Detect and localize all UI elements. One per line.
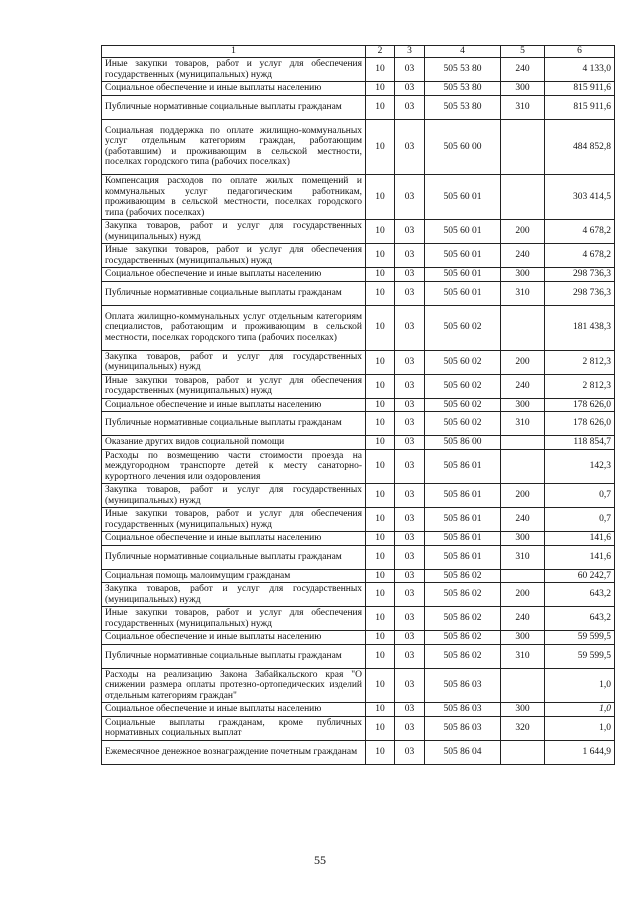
table-row: [102, 398, 615, 412]
target-article-code: 505 86 02: [425, 607, 501, 631]
section-code: 10: [366, 436, 395, 450]
amount: 59 599,5: [545, 644, 615, 668]
table-row: [102, 740, 615, 764]
section-code: 10: [366, 95, 395, 119]
target-article-code: 505 60 02: [425, 412, 501, 436]
expense-type-code: 300: [501, 268, 545, 282]
amount: 1,0: [545, 668, 615, 703]
section-code: 10: [366, 484, 395, 508]
subsection-code: 03: [395, 583, 425, 607]
subsection-code: 03: [395, 220, 425, 244]
section-code: 10: [366, 374, 395, 398]
subsection-code: 03: [395, 268, 425, 282]
item-name: Компенсация расходов по оплате жилых помещений и коммунальных услуг педагогическим работникам, проживающим в сельской местности, поселках городского типа (рабочих поселках): [102, 175, 366, 220]
target-article-code: 505 60 01: [425, 281, 501, 305]
expense-type-code: 300: [501, 82, 545, 96]
subsection-code: 03: [395, 82, 425, 96]
section-code: 10: [366, 703, 395, 717]
section-code: 10: [366, 740, 395, 764]
subsection-code: 03: [395, 95, 425, 119]
table-row: [102, 268, 615, 282]
target-article-code: 505 86 02: [425, 644, 501, 668]
header-col-6: 6: [545, 46, 615, 58]
subsection-code: 03: [395, 281, 425, 305]
table-row: [102, 374, 615, 398]
section-code: 10: [366, 281, 395, 305]
subsection-code: 03: [395, 607, 425, 631]
table-row: [102, 583, 615, 607]
subsection-code: 03: [395, 244, 425, 268]
expense-type-code: 310: [501, 281, 545, 305]
page-number: 55: [314, 853, 326, 867]
table-row: [102, 545, 615, 569]
subsection-code: 03: [395, 545, 425, 569]
expense-type-code: 310: [501, 545, 545, 569]
target-article-code: 505 86 00: [425, 436, 501, 450]
amount: 4 678,2: [545, 244, 615, 268]
amount: 59 599,5: [545, 631, 615, 645]
amount: 484 852,8: [545, 119, 615, 175]
item-name: Закупка товаров, работ и услуг для государственных (муниципальных) нужд: [102, 484, 366, 508]
item-name: Социальное обеспечение и иные выплаты населению: [102, 268, 366, 282]
item-name: Оплата жилищно-коммунальных услуг отдельным категориям специалистов, работающим и проживающим в сельской местности, поселках городского типа (рабочих поселках): [102, 305, 366, 350]
section-code: 10: [366, 412, 395, 436]
expense-type-code: 240: [501, 508, 545, 532]
amount: 303 414,5: [545, 175, 615, 220]
item-name: Социальная поддержка по оплате жилищно-коммунальных услуг отдельным категориям граждан, работающим (работавшим) и проживающим в сельской местности, поселках городского типа (рабочих поселках): [102, 119, 366, 175]
table-row: [102, 281, 615, 305]
section-code: 10: [366, 350, 395, 374]
section-code: 10: [366, 508, 395, 532]
section-code: 10: [366, 244, 395, 268]
target-article-code: 505 60 01: [425, 268, 501, 282]
item-name: Закупка товаров, работ и услуг для государственных (муниципальных) нужд: [102, 220, 366, 244]
expense-type-code: 200: [501, 484, 545, 508]
subsection-code: 03: [395, 436, 425, 450]
target-article-code: 505 60 02: [425, 350, 501, 374]
target-article-code: 505 60 02: [425, 398, 501, 412]
amount: 141,6: [545, 545, 615, 569]
table-row: [102, 175, 615, 220]
table-row: [102, 569, 615, 583]
item-name: Публичные нормативные социальные выплаты гражданам: [102, 545, 366, 569]
subsection-code: 03: [395, 644, 425, 668]
table-row: [102, 607, 615, 631]
amount: 4 678,2: [545, 220, 615, 244]
target-article-code: 505 60 01: [425, 220, 501, 244]
header-col-4: 4: [425, 46, 501, 58]
target-article-code: 505 86 02: [425, 583, 501, 607]
subsection-code: 03: [395, 374, 425, 398]
item-name: Социальное обеспечение и иные выплаты населению: [102, 398, 366, 412]
header-col-5: 5: [501, 46, 545, 58]
expense-type-code: [501, 449, 545, 484]
section-code: 10: [366, 119, 395, 175]
section-code: 10: [366, 545, 395, 569]
expense-type-code: 300: [501, 631, 545, 645]
amount: 0,7: [545, 484, 615, 508]
section-code: 10: [366, 716, 395, 740]
subsection-code: 03: [395, 350, 425, 374]
subsection-code: 03: [395, 740, 425, 764]
header-col-3: 3: [395, 46, 425, 58]
item-name: Оказание других видов социальной помощи: [102, 436, 366, 450]
subsection-code: 03: [395, 668, 425, 703]
expense-type-code: 200: [501, 350, 545, 374]
section-code: 10: [366, 644, 395, 668]
expense-type-code: 240: [501, 58, 545, 82]
expense-type-code: [501, 305, 545, 350]
item-name: Иные закупки товаров, работ и услуг для обеспечения государственных (муниципальных) нужд: [102, 244, 366, 268]
expense-type-code: 200: [501, 220, 545, 244]
section-code: 10: [366, 532, 395, 546]
amount: 60 242,7: [545, 569, 615, 583]
subsection-code: 03: [395, 631, 425, 645]
item-name: Иные закупки товаров, работ и услуг для обеспечения государственных (муниципальных) нужд: [102, 374, 366, 398]
subsection-code: 03: [395, 703, 425, 717]
subsection-code: 03: [395, 484, 425, 508]
expense-type-code: [501, 668, 545, 703]
table-row: [102, 244, 615, 268]
expense-type-code: 240: [501, 244, 545, 268]
target-article-code: 505 86 03: [425, 703, 501, 717]
table-row: [102, 449, 615, 484]
subsection-code: 03: [395, 569, 425, 583]
amount: 815 911,6: [545, 82, 615, 96]
expense-type-code: 200: [501, 583, 545, 607]
amount: 298 736,3: [545, 268, 615, 282]
target-article-code: 505 60 01: [425, 244, 501, 268]
expense-type-code: [501, 569, 545, 583]
item-name: Социальное обеспечение и иные выплаты населению: [102, 532, 366, 546]
item-name: Социальные выплаты гражданам, кроме публичных нормативных социальных выплат: [102, 716, 366, 740]
subsection-code: 03: [395, 508, 425, 532]
expense-type-code: 240: [501, 607, 545, 631]
expense-type-code: [501, 119, 545, 175]
section-code: 10: [366, 82, 395, 96]
subsection-code: 03: [395, 716, 425, 740]
subsection-code: 03: [395, 175, 425, 220]
target-article-code: 505 86 01: [425, 545, 501, 569]
subsection-code: 03: [395, 449, 425, 484]
target-article-code: 505 86 03: [425, 716, 501, 740]
item-name: Ежемесячное денежное вознаграждение почетным гражданам: [102, 740, 366, 764]
amount: 1 644,9: [545, 740, 615, 764]
item-name: Закупка товаров, работ и услуг для государственных (муниципальных) нужд: [102, 350, 366, 374]
amount: 142,3: [545, 449, 615, 484]
item-name: Иные закупки товаров, работ и услуг для обеспечения государственных (муниципальных) нужд: [102, 508, 366, 532]
item-name: Социальное обеспечение и иные выплаты населению: [102, 703, 366, 717]
section-code: 10: [366, 607, 395, 631]
section-code: 10: [366, 305, 395, 350]
table-row: [102, 484, 615, 508]
target-article-code: 505 60 00: [425, 119, 501, 175]
item-name: Иные закупки товаров, работ и услуг для обеспечения государственных (муниципальных) нужд: [102, 607, 366, 631]
item-name: Социальная помощь малоимущим гражданам: [102, 569, 366, 583]
amount: 118 854,7: [545, 436, 615, 450]
amount: 1,0: [545, 703, 615, 717]
amount: 2 812,3: [545, 374, 615, 398]
table-row: [102, 220, 615, 244]
section-code: 10: [366, 58, 395, 82]
expense-type-code: 320: [501, 716, 545, 740]
amount: 178 626,0: [545, 398, 615, 412]
expense-type-code: 310: [501, 644, 545, 668]
target-article-code: 505 86 01: [425, 449, 501, 484]
amount: 643,2: [545, 607, 615, 631]
header-col-2: 2: [366, 46, 395, 58]
table-row: [102, 508, 615, 532]
section-code: 10: [366, 220, 395, 244]
expense-type-code: 300: [501, 398, 545, 412]
subsection-code: 03: [395, 119, 425, 175]
item-name: Публичные нормативные социальные выплаты гражданам: [102, 644, 366, 668]
table-row: [102, 631, 615, 645]
expense-type-code: 310: [501, 412, 545, 436]
amount: 181 438,3: [545, 305, 615, 350]
item-name: Расходы по возмещению части стоимости проезда на междугородном транспорте детей к месту санаторно-курортного лечения или оздоровления: [102, 449, 366, 484]
target-article-code: 505 60 02: [425, 374, 501, 398]
expense-type-code: 300: [501, 703, 545, 717]
section-code: 10: [366, 268, 395, 282]
amount: 0,7: [545, 508, 615, 532]
table-row: [102, 82, 615, 96]
amount: 141,6: [545, 532, 615, 546]
table-row: [102, 668, 615, 703]
target-article-code: 505 53 80: [425, 82, 501, 96]
target-article-code: 505 86 01: [425, 484, 501, 508]
section-code: 10: [366, 569, 395, 583]
expense-type-code: [501, 740, 545, 764]
target-article-code: 505 86 02: [425, 631, 501, 645]
item-name: Иные закупки товаров, работ и услуг для обеспечения государственных (муниципальных) нужд: [102, 58, 366, 82]
table-row: [102, 412, 615, 436]
section-code: 10: [366, 583, 395, 607]
target-article-code: 505 86 01: [425, 532, 501, 546]
item-name: Расходы на реализацию Закона Забайкальского края "О снижении размера оплаты протезно-ортопедических изделий отдельным категориям граждан": [102, 668, 366, 703]
target-article-code: 505 86 02: [425, 569, 501, 583]
item-name: Публичные нормативные социальные выплаты гражданам: [102, 95, 366, 119]
expense-type-code: 310: [501, 95, 545, 119]
amount: 298 736,3: [545, 281, 615, 305]
amount: 1,0: [545, 716, 615, 740]
table-row: [102, 716, 615, 740]
expense-type-code: [501, 175, 545, 220]
amount: 4 133,0: [545, 58, 615, 82]
table-row: [102, 95, 615, 119]
section-code: 10: [366, 668, 395, 703]
amount: 178 626,0: [545, 412, 615, 436]
target-article-code: 505 60 01: [425, 175, 501, 220]
table-row: [102, 436, 615, 450]
table-row: [102, 58, 615, 82]
item-name: Социальное обеспечение и иные выплаты населению: [102, 82, 366, 96]
target-article-code: 505 53 80: [425, 95, 501, 119]
item-name: Публичные нормативные социальные выплаты гражданам: [102, 412, 366, 436]
table-row: [102, 644, 615, 668]
target-article-code: 505 60 02: [425, 305, 501, 350]
budget-table: [101, 45, 615, 765]
table-row: [102, 305, 615, 350]
expense-type-code: [501, 436, 545, 450]
item-name: Закупка товаров, работ и услуг для государственных (муниципальных) нужд: [102, 583, 366, 607]
section-code: 10: [366, 175, 395, 220]
table-row: [102, 532, 615, 546]
table-row: [102, 350, 615, 374]
target-article-code: 505 86 04: [425, 740, 501, 764]
section-code: 10: [366, 631, 395, 645]
subsection-code: 03: [395, 58, 425, 82]
amount: 815 911,6: [545, 95, 615, 119]
subsection-code: 03: [395, 532, 425, 546]
target-article-code: 505 86 01: [425, 508, 501, 532]
subsection-code: 03: [395, 398, 425, 412]
amount: 2 812,3: [545, 350, 615, 374]
amount: 643,2: [545, 583, 615, 607]
table-header-row: [102, 46, 615, 58]
item-name: Социальное обеспечение и иные выплаты населению: [102, 631, 366, 645]
table-row: [102, 703, 615, 717]
target-article-code: 505 53 80: [425, 58, 501, 82]
section-code: 10: [366, 398, 395, 412]
expense-type-code: 240: [501, 374, 545, 398]
header-col-1: 1: [102, 46, 366, 58]
subsection-code: 03: [395, 412, 425, 436]
expense-type-code: 300: [501, 532, 545, 546]
subsection-code: 03: [395, 305, 425, 350]
table-row: [102, 119, 615, 175]
item-name: Публичные нормативные социальные выплаты гражданам: [102, 281, 366, 305]
target-article-code: 505 86 03: [425, 668, 501, 703]
section-code: 10: [366, 449, 395, 484]
